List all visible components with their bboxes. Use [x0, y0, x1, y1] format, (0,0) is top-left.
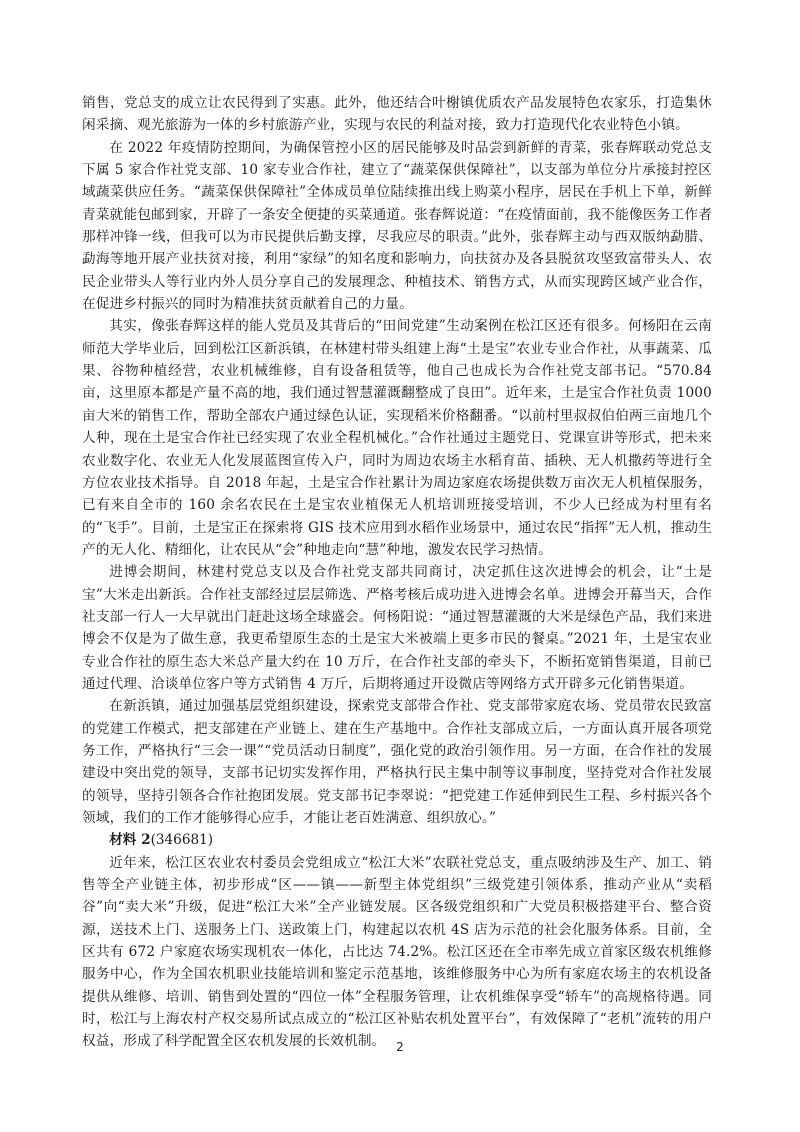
document-body: [82, 92, 712, 1053]
material-heading: [82, 829, 712, 851]
paragraph-epidemic: 在 2022 年疫情防控期间，为确保管控小区的居民能够及时品尝到新鲜的青菜，张春辉联动党总支下属 5 家合作社党支部、10 家专业合作社，建立了“蔬菜保供保障社”，以支部为单位分片承接封控区域蔬菜供应任务。“蔬菜保供保障社”全体成员单位陆续推出线上购菜小程序，居民在手机上下单，新鲜青菜就能包邮到家，开辟了一条安全便捷的买菜通道。张春辉说道：“在疫情面前，我不能像医务工作者那样冲锋一线，但我可以为市民提供后勤支撑，尽我应尽的职责。”此外，张春辉主动与西双版纳勐腊、勐海等地开展产业扶贫对接，利用“家绿”的知名度和影响力，向扶贫办及各县脱贫攻坚致富带头人、农民企业带头人等行业内外人员分享自己的发展理念、种植技术、销售方式，从而实现跨区域产业合作，在促进乡村振兴的同时为精准扶贫贡献着自己的力量。: [82, 139, 712, 313]
paragraph-expo: 进博会期间，林建村党总支以及合作社党支部共同商讨，决定抓住这次进博会的机会，让“土是宝”大米走出新浜。合作社支部经过层层筛选、严格考核后成功进入进博会名单。进博会开幕当天，合作社支部一行人一大早就出门赶赴这场全球盛会。何杨阳说：“通过智慧灌溉的大米是绿色产品，我们来进博会不仅是为了做生意，我更希望原生态的土是宝大米被端上更多市民的餐桌。”2021 年，土是宝农业专业合作社的原生态大米总产量大约在 10 万斤，在合作社支部的牵头下，不断拓宽销售渠道，目前已通过代理、洽谈单位客户等方式销售 4 万斤，后期将通过开设微店等网络方式开辟多元化销售渠道。: [82, 564, 712, 692]
page-number: 2: [396, 1040, 404, 1054]
paragraph-xinbang: 在新浜镇，通过加强基层党组织建设，探索党支部带合作社、党支部带家庭农场、党员带农民致富的党建工作模式，把支部建在产业链上、建在生产基地中。合作社支部成立后，一方面认真开展各项党务工作，严格执行“三会一课”“党员活动日制度”，强化党的政治引领作用。另一方面，在合作社的发展建设中突出党的领导，支部书记切实发挥作用，严格执行民主集中制等议事制度，坚持党对合作社发展的领导，坚持引领各合作社抱团发展。党支部书记李翠说：“把党建工作延伸到民生工程、乡村振兴各个领域，我们的工作才能够得心应手，才能让老百姓满意、组织放心。”: [82, 698, 712, 826]
paragraph-field-party-building: 其实，像张春辉这样的能人党员及其背后的“田间党建”生动案例在松江区还有很多。何杨阳在云南师范大学毕业后，回到松江区新浜镇，在林建村带头组建上海“土是宝”农业专业合作社，从事蔬菜、瓜果、谷物种植经营，农业机械维修，自有设备租赁等，他自己也成长为合作社党支部书记。“570.84 亩，这里原本都是产量不高的地，我们通过智慧灌溉翻整成了良田”。近年来，土是宝合作社负责 1000 亩大米的销售工作，帮助全部农户通过绿色认证，实现稻米价格翻番。“以前村里叔叔伯伯两三亩地几个人种，现在土是宝合作社已经实现了农业全程机械化。”合作社通过主题党日、党课宣讲等形式，把未来农业数字化、农业无人化发展蓝图宣传入户，同时为周边农场主水稻育苗、插秧、无人机撒药等进行全方位农业技术指导。自 2018 年起，土是宝合作社累计为周边家庭农场提供数万亩次无人机植保服务，已有来自全市的 160 余名农民在土是宝农业植保无人机培训班接受培训，不少人已经成为村里有名的“飞手”。目前，土是宝正在探索将 GIS 技术应用到水稻作业场景中，通过农民“指挥”无人机，推动生产的无人化、精细化，让农民从“会”种地走向“慧”种地，激发农民学习热情。: [82, 318, 712, 558]
paragraph-material2: 近年来，松江区农业农村委员会党组成立“松江大米”农联社党总支，重点吸纳涉及生产、加工、销售等全产业链主体，初步形成“区——镇——新型主体党组织”三级党建引领体系，推动产业从“卖稻谷”向“卖大米”升级，促进“松江大米”全产业链发展。区各级党组织和广大党员积极搭建平台、整合资源，送技术上门、送服务上门、送政策上门，构建起以农机 4S 店为示范的社会化服务体系。目前，全区共有 672 户家庭农场实现机农一体化，占比达 74.2%。松江区还在全市率先成立首家区级农机维修服务中心，作为全国农机职业技能培训和鉴定示范基地，该维修服务中心为所有家庭农场主的农机设备提供从维修、培训、销售到处置的“四位一体”全程服务管理，让农机维保享受“轿车”的高规格待遇。同时，松江与上海农村产权交易所试点成立的“松江区补贴农机处置平台”，有效保障了“老机”流转的用户权益，形成了科学配置全区农机发展的长效机制。: [82, 854, 712, 1050]
material-title: 材料 2: [109, 832, 151, 849]
material-code: (346681): [150, 832, 214, 849]
paragraph-continued: 销售，党总支的成立让农民得到了实惠。此外，他还结合叶榭镇优质农产品发展特色农家乐，打造集休闲采摘、观光旅游为一体的乡村旅游产业，实现与农民的利益对接，致力打造现代化农业特色小镇。: [82, 95, 712, 134]
